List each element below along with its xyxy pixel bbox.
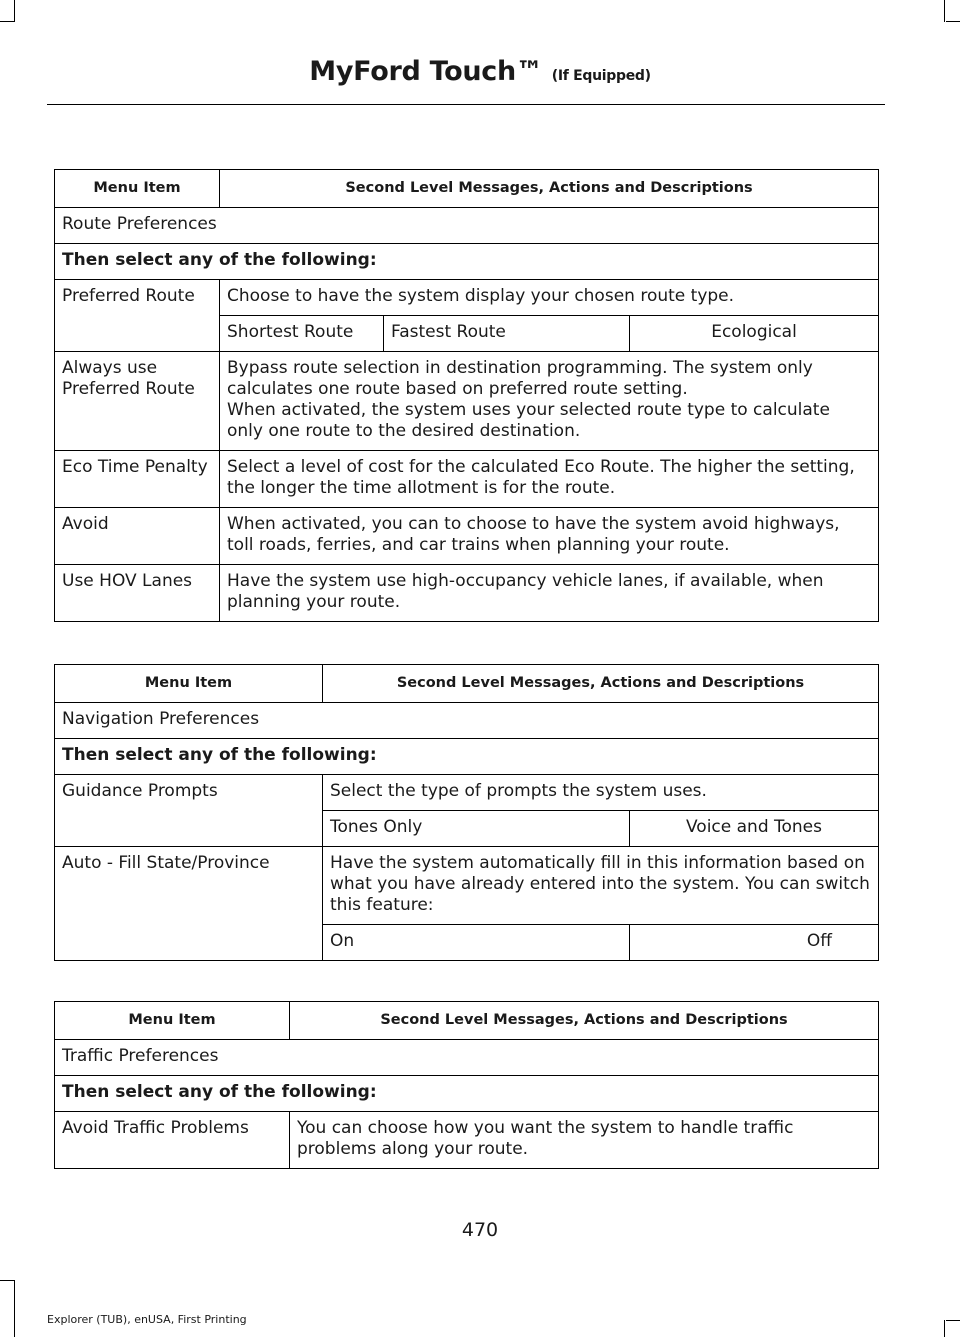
section-row (55, 703, 879, 739)
menu-item-description: Select the type of prompts the system uses. (323, 775, 879, 811)
option-cell: Fastest Route (384, 316, 630, 352)
menu-item-description: Select a level of cost for the calculated Eco Route. The higher the setting, the longer the time allotment is for the route. (220, 451, 879, 508)
crop-mark (14, 0, 15, 22)
menu-item-description: Bypass route selection in destination programming. The system only calculates one route based on preferred route setting. (227, 358, 813, 399)
option-cell: Ecological (630, 316, 879, 352)
traffic-preferences-table (54, 1001, 879, 1169)
col-header-menu-item: Menu Item (55, 665, 323, 703)
menu-item-description: Have the system use high-occupancy vehicle lanes, if available, when planning your route. (220, 565, 879, 622)
instruction-row (55, 739, 879, 775)
menu-item-description: Have the system automatically fill in this information based on what you have already entered into the system. You can switch this feature: (323, 847, 879, 925)
header-title: MyFord Touch™ (309, 56, 543, 87)
menu-item-description: When activated, you can to choose to have the system avoid highways, toll roads, ferries, and car trains when planning your route. (220, 508, 879, 565)
table-row (55, 280, 879, 316)
footer-text: Explorer (TUB), enUSA, First Printing (47, 1313, 247, 1326)
table-row (55, 1112, 879, 1169)
menu-item-description: You can choose how you want the system to handle traffic problems along your route. (290, 1112, 879, 1169)
crop-mark (946, 1320, 960, 1321)
menu-item-description: Choose to have the system display your chosen route type. (220, 280, 879, 316)
col-header-menu-item: Menu Item (55, 170, 220, 208)
section-row (55, 1040, 879, 1076)
navigation-preferences-table (54, 664, 879, 961)
menu-item-label: Auto - Fill State/Province (55, 847, 323, 961)
table-row (55, 508, 879, 565)
menu-item-label: Always use Preferred Route (55, 352, 220, 451)
menu-item-description-extra: When activated, the system uses your selected route type to calculate only one route to the desired destination. (227, 400, 830, 441)
table-row (55, 352, 879, 451)
menu-item-description-cell (220, 352, 879, 451)
table-header-row (55, 665, 879, 703)
crop-mark (944, 1320, 945, 1337)
table-row (55, 565, 879, 622)
instruction-row (55, 244, 879, 280)
crop-mark (0, 21, 14, 22)
instruction-text: Then select any of the following: (55, 739, 879, 775)
menu-item-label: Avoid (55, 508, 220, 565)
menu-item-label: Eco Time Penalty (55, 451, 220, 508)
section-title: Navigation Preferences (55, 703, 879, 739)
section-row (55, 208, 879, 244)
page-header (0, 56, 960, 87)
col-header-description: Second Level Messages, Actions and Descriptions (220, 170, 879, 208)
menu-item-label: Preferred Route (55, 280, 220, 352)
header-subtitle: (If Equipped) (551, 68, 651, 84)
menu-item-label: Guidance Prompts (55, 775, 323, 847)
option-cell: On (323, 925, 630, 961)
option-cell: Shortest Route (220, 316, 384, 352)
instruction-text: Then select any of the following: (55, 1076, 879, 1112)
table-row (55, 451, 879, 508)
col-header-description: Second Level Messages, Actions and Descriptions (290, 1002, 879, 1040)
page-number: 470 (461, 1219, 499, 1241)
crop-mark (946, 21, 960, 22)
col-header-description: Second Level Messages, Actions and Descriptions (323, 665, 879, 703)
crop-mark (14, 1280, 15, 1337)
table-row (55, 775, 879, 811)
option-cell: Off (630, 925, 879, 961)
section-title: Route Preferences (55, 208, 879, 244)
section-title: Traffic Preferences (55, 1040, 879, 1076)
instruction-text: Then select any of the following: (55, 244, 879, 280)
crop-mark (944, 0, 945, 22)
route-preferences-table (54, 169, 879, 622)
menu-item-label: Use HOV Lanes (55, 565, 220, 622)
table-header-row (55, 1002, 879, 1040)
instruction-row (55, 1076, 879, 1112)
option-cell: Voice and Tones (630, 811, 879, 847)
table-header-row (55, 170, 879, 208)
menu-item-label: Avoid Traffic Problems (55, 1112, 290, 1169)
table-row (55, 847, 879, 925)
col-header-menu-item: Menu Item (55, 1002, 290, 1040)
crop-mark (0, 1280, 14, 1281)
option-cell: Tones Only (323, 811, 630, 847)
header-divider (47, 104, 885, 105)
